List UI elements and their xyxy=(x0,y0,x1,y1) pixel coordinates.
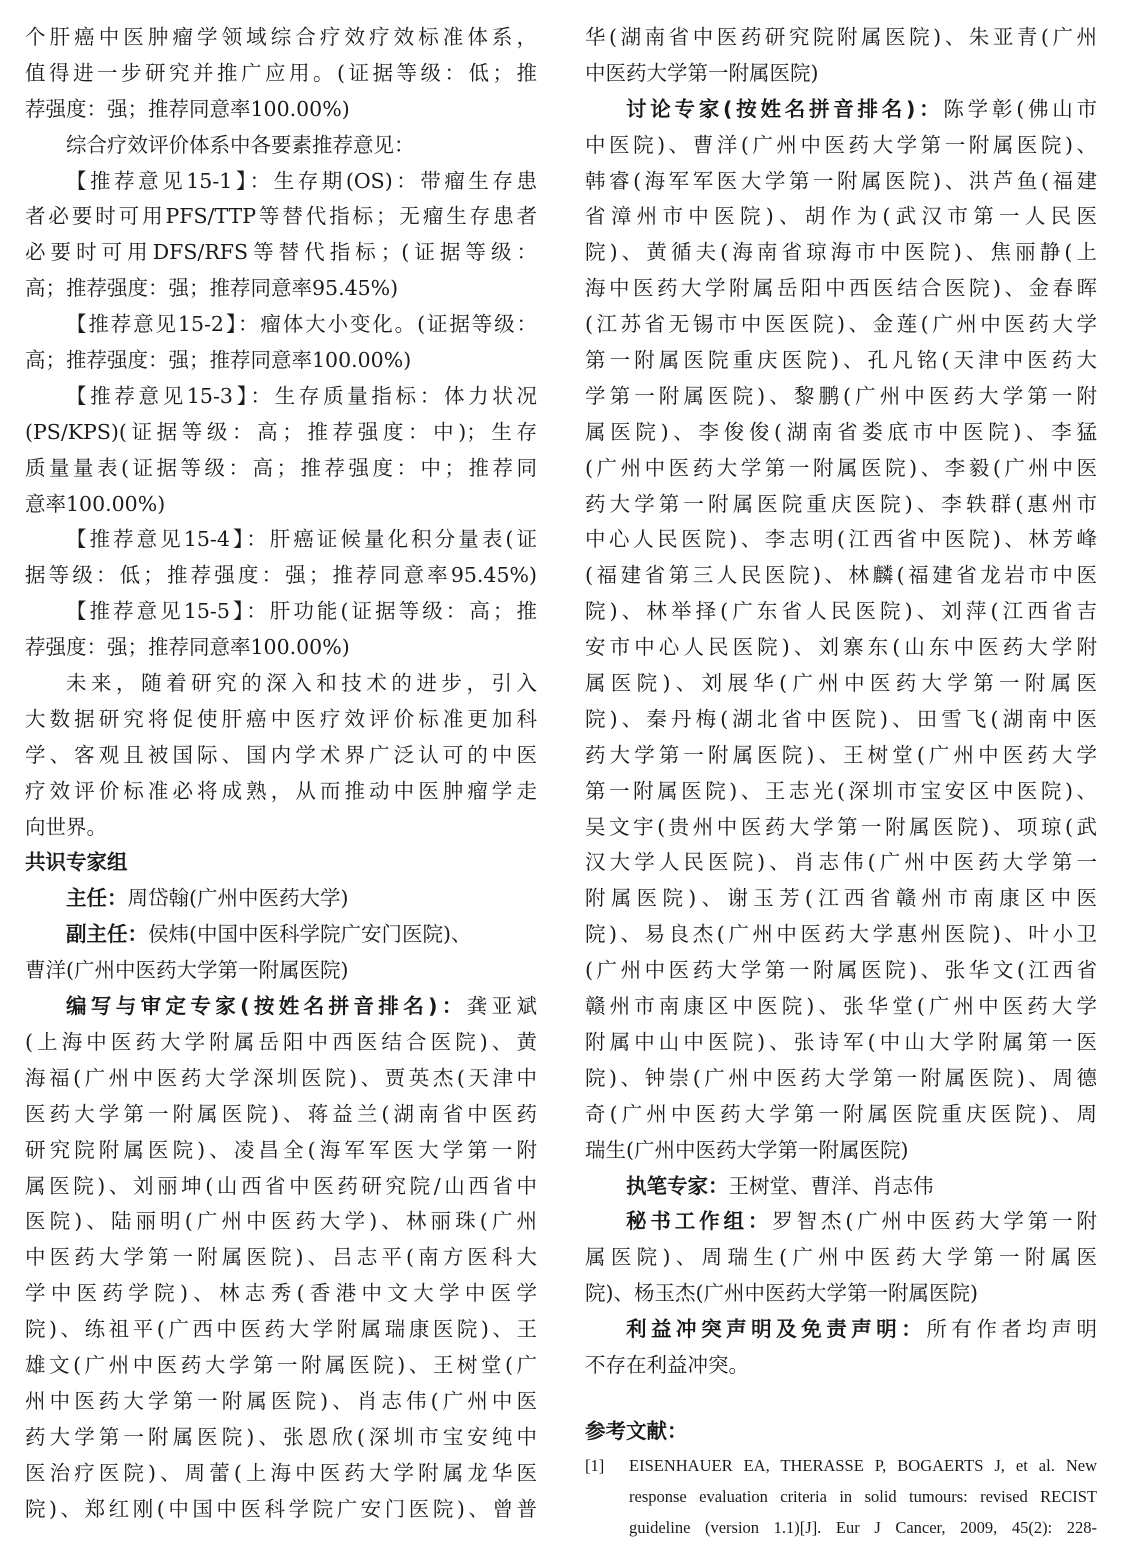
text-line: 质量量表(证据等级：高；推荐强度：中；推荐同 xyxy=(25,455,537,480)
text-line: 未来，随着研究的深入和技术的进步，引入 xyxy=(66,671,537,696)
text-line: 据等级：低；推荐强度：强；推荐同意率95.45%) xyxy=(25,563,537,588)
text-line: 学第一附属医院)、黎鹏(广州中医药大学第一附 xyxy=(585,383,1097,408)
text-line: 海福(广州中医药大学深圳医院)、贾英杰(天津中 xyxy=(25,1065,537,1090)
text-line: 高；推荐强度：强；推荐同意率95.45%) xyxy=(25,276,399,301)
text-line: 学中医药学院)、林志秀(香港中文大学中医学 xyxy=(25,1281,537,1306)
text-line: 高；推荐强度：强；推荐同意率100.00%) xyxy=(25,348,412,373)
text-line: (江苏省无锡市中医医院)、金莲(广州中医药大学 xyxy=(585,312,1097,337)
director-text: 周岱翰(广州中医药大学) xyxy=(127,886,349,911)
conflict-label: 利益冲突声明及免责声明： xyxy=(626,1317,927,1342)
reference-number: [1] xyxy=(585,1455,605,1475)
text-line: (广州中医药大学第一附属医院)、张华文(江西省 xyxy=(585,958,1097,983)
reference-line: guideline (version 1.1)[J]. Eur J Cancer, 2009, 45(2): 228- xyxy=(629,1517,1097,1537)
text-line: 属医院)、刘丽坤(山西省中医药研究院/山西省中 xyxy=(25,1173,537,1198)
text-line: (上海中医药大学附属岳阳中西医结合医院)、黄 xyxy=(25,1029,537,1054)
conflict-first: 所有作者均声明 xyxy=(926,1317,1098,1342)
text-line: 药大学第一附属医院)、王树堂(广州中医药大学 xyxy=(585,742,1097,767)
text-line: 州中医药大学第一附属医院)、肖志伟(广州中医 xyxy=(25,1388,537,1413)
text-line: 院)、林举择(广东省人民医院)、刘萍(江西省吉 xyxy=(585,599,1097,624)
editors-first: 龚亚斌 xyxy=(466,994,537,1019)
text-line: 华(湖南省中医药研究院附属医院)、朱亚青(广州 xyxy=(585,25,1097,49)
text-line: 不存在利益冲突。 xyxy=(585,1352,749,1377)
text-line: 院)、易良杰(广州中医药大学惠州医院)、叶小卫 xyxy=(585,922,1097,947)
text-line: 院)、练祖平(广西中医药大学附属瑞康医院)、王 xyxy=(25,1317,537,1342)
text-line: 属医院)、周瑞生(广州中医药大学第一附属医 xyxy=(585,1245,1097,1270)
text-line: 大数据研究将促使肝癌中医疗效评价标准更加科 xyxy=(25,706,537,731)
text-line: 属医院)、刘展华(广州中医药大学第一附属医 xyxy=(585,671,1097,696)
discussion-label: 讨论专家(按姓名拼音排名)： xyxy=(626,96,944,121)
text-line: 院)、秦丹梅(湖北省中医院)、田雪飞(湖南中医 xyxy=(585,706,1097,731)
text-line: 韩睿(海军军医大学第一附属医院)、洪芦鱼(福建 xyxy=(585,168,1097,193)
text-line: 药大学第一附属医院重庆医院)、李轶群(惠州市 xyxy=(585,491,1097,516)
conflict-line xyxy=(585,1312,1097,1348)
deputy-line xyxy=(25,917,537,953)
text-line: 综合疗效评价体系中各要素推荐意见： xyxy=(66,132,415,157)
secretary-line xyxy=(585,1204,1097,1240)
text-line: 院)、钟崇(广州中医药大学第一附属医院)、周德 xyxy=(585,1065,1097,1090)
text-line: 值得进一步研究并推广应用。(证据等级：低；推 xyxy=(25,60,537,85)
text-line: 海中医药大学附属岳阳中西医结合医院)、金春晖 xyxy=(585,276,1097,301)
text-line: 医治疗医院)、周蕾(上海中医药大学附属龙华医 xyxy=(25,1460,537,1485)
text-line: 医药大学第一附属医院)、蒋益兰(湖南省中医药 xyxy=(25,1101,537,1126)
reference-text: EISENHAUER EA, THERASSE P, BOGAERTS J, et al. New xyxy=(629,1455,1097,1475)
spacer xyxy=(585,1384,1097,1414)
text-line: 院)、郑红刚(中国中医科学院广安门医院)、曾普 xyxy=(25,1496,537,1521)
text-line: 第一附属医院重庆医院)、孔凡铭(天津中医药大 xyxy=(585,348,1097,373)
text-line: 疗效评价标准必将成熟，从而推动中医肿瘤学走 xyxy=(25,778,537,803)
recommendation-15-5: 【推荐意见15-5】：肝功能(证据等级：高；推 xyxy=(66,599,537,624)
deputy-label: 副主任： xyxy=(66,922,148,947)
writers-line xyxy=(585,1169,1097,1205)
secretary-label: 秘书工作组： xyxy=(626,1209,773,1234)
editors-label: 编写与审定专家(按姓名拼音排名)： xyxy=(66,994,467,1019)
director-label: 主任： xyxy=(66,886,128,911)
text-line: 个肝癌中医肿瘤学领域综合疗效疗效标准体系， xyxy=(25,25,537,49)
text-line: 奇(广州中医药大学第一附属医院重庆医院)、周 xyxy=(585,1101,1097,1126)
text-line: 瑞生(广州中医药大学第一附属医院) xyxy=(585,1137,909,1162)
writers-text: 王树堂、曹洋、肖志伟 xyxy=(728,1173,934,1198)
text-line: 药大学第一附属医院)、张恩欣(深圳市宝安纯中 xyxy=(25,1424,537,1449)
text-line: 必要时可用DFS/RFS等替代指标；(证据等级： xyxy=(25,240,537,265)
text-line: (福建省第三人民医院)、林麟(福建省龙岩市中医 xyxy=(585,563,1097,588)
text-line: 附属中山中医院)、张诗军(中山大学附属第一医 xyxy=(585,1029,1097,1054)
text-line: (PS/KPS)(证据等级：高；推荐强度：中)；生存 xyxy=(25,419,537,444)
text-line: 研究院附属医院)、凌昌全(海军军医大学第一附 xyxy=(25,1137,537,1162)
references-heading: 参考文献： xyxy=(585,1418,688,1443)
text-line: 荐强度：强；推荐同意率100.00%) xyxy=(25,635,350,660)
reference-1 xyxy=(585,1450,1097,1543)
text-line: 第一附属医院)、王志光(深圳市宝安区中医院)、 xyxy=(585,778,1097,803)
text-line: 汉大学人民医院)、肖志伟(广州中医药大学第一 xyxy=(585,850,1097,875)
discussion-line xyxy=(585,92,1097,128)
text-line: 中医药大学第一附属医院)、吕志平(南方医科大 xyxy=(25,1245,537,1270)
recommendation-15-2: 【推荐意见15-2】：瘤体大小变化。(证据等级： xyxy=(66,312,537,337)
text-line: 荐强度：强；推荐同意率100.00%) xyxy=(25,96,350,121)
deputy-text: 侯炜(中国中医科学院广安门医院)、 xyxy=(148,922,472,947)
text-line: 者必要时可用PFS/TTP等替代指标；无瘤生存患者 xyxy=(25,204,537,229)
text-line: 中心人民医院)、李志明(江西省中医院)、林芳峰 xyxy=(585,527,1097,552)
text-line: 省漳州市中医院)、胡作为(武汉市第一人民医 xyxy=(585,204,1097,229)
text-line: (广州中医药大学第一附属医院)、李毅(广州中医 xyxy=(585,455,1097,480)
recommendation-15-1: 【推荐意见15-1】：生存期(OS)：带瘤生存患 xyxy=(66,168,537,193)
text-line: 安市中心人民医院)、刘寨东(山东中医药大学附 xyxy=(585,635,1097,660)
text-line: 意率100.00%) xyxy=(25,491,166,516)
text-line: 院)、黄循夫(海南省琼海市中医院)、焦丽静(上 xyxy=(585,240,1097,265)
text-line: 院)、杨玉杰(广州中医药大学第一附属医院) xyxy=(585,1281,978,1306)
text-line: 医院)、陆丽明(广州中医药大学)、林丽珠(广州 xyxy=(25,1209,537,1234)
text-line: 中医药大学第一附属医院) xyxy=(585,60,819,85)
reference-line: response evaluation criteria in solid tumours: revised RECIST xyxy=(629,1486,1097,1506)
recommendation-15-4: 【推荐意见15-4】：肝癌证候量化积分量表(证 xyxy=(66,527,537,552)
director-line xyxy=(25,881,537,917)
text-line: 学、客观且被国际、国内学术界广泛认可的中医 xyxy=(25,742,537,767)
secretary-first: 罗智杰(广州中医药大学第一附 xyxy=(772,1209,1098,1234)
text-line: 属医院)、李俊俊(湖南省娄底市中医院)、李猛 xyxy=(585,419,1097,444)
editors-line xyxy=(25,989,537,1025)
text-line: 曹洋(广州中医药大学第一附属医院) xyxy=(25,958,349,983)
text-line: 赣州市南康区中医院)、张华堂(广州中医药大学 xyxy=(585,994,1097,1019)
text-line: 吴文宇(贵州中医药大学第一附属医院)、项琼(武 xyxy=(585,814,1097,839)
text-line: 向世界。 xyxy=(25,814,107,839)
reference-line xyxy=(585,1450,1097,1481)
text-line: 附属医院)、谢玉芳(江西省赣州市南康区中医 xyxy=(585,886,1097,911)
text-line: 雄文(广州中医药大学第一附属医院)、王树堂(广 xyxy=(25,1352,537,1377)
right-column xyxy=(585,20,1097,1543)
section-heading-expert-group: 共识专家组 xyxy=(25,850,128,875)
text-line: 中医院)、曹洋(广州中医药大学第一附属医院)、 xyxy=(585,132,1097,157)
writers-label: 执笔专家： xyxy=(626,1173,729,1198)
left-column xyxy=(25,20,537,1527)
recommendation-15-3: 【推荐意见15-3】：生存质量指标：体力状况 xyxy=(66,383,537,408)
discussion-first: 陈学彰(佛山市 xyxy=(943,96,1097,121)
